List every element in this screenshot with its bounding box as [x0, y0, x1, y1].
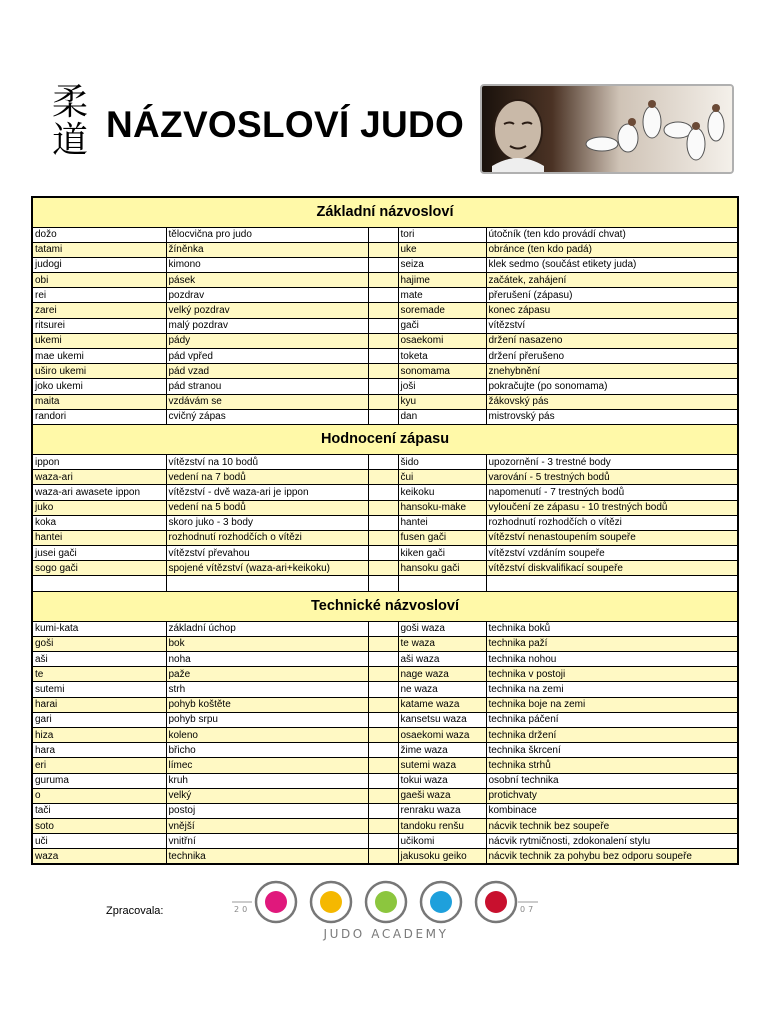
- term-cell: goši waza: [398, 621, 486, 636]
- meaning-cell: velký pozdrav: [166, 303, 368, 318]
- table-row: [32, 834, 738, 849]
- term-cell: keikoku: [398, 485, 486, 500]
- spacer-cell: [368, 743, 398, 758]
- meaning-cell: pokračujte (po sonomama): [486, 379, 738, 394]
- section-header: [32, 591, 738, 621]
- meaning-cell: technika páčení: [486, 712, 738, 727]
- judo-kanji: 柔道: [51, 82, 88, 161]
- term-cell: sutemi: [32, 682, 166, 697]
- meaning-cell: technika boje na zemi: [486, 697, 738, 712]
- term-cell: eri: [32, 758, 166, 773]
- table-row: [32, 500, 738, 515]
- meaning-cell: osobní technika: [486, 773, 738, 788]
- term-cell: tandoku renšu: [398, 819, 486, 834]
- term-cell: kiken gači: [398, 546, 486, 561]
- meaning-cell: rozhodnutí rozhodčích o vítězi: [166, 530, 368, 545]
- term-cell: soto: [32, 819, 166, 834]
- term-cell: toketa: [398, 349, 486, 364]
- terminology-table: [31, 196, 739, 865]
- term-cell: rei: [32, 288, 166, 303]
- term-cell: žime waza: [398, 743, 486, 758]
- term-cell: nage waza: [398, 667, 486, 682]
- term-cell: juko: [32, 500, 166, 515]
- meaning-cell: vítězství vzdáním soupeře: [486, 546, 738, 561]
- meaning-cell: vítězství převahou: [166, 546, 368, 561]
- table-row: [32, 530, 738, 545]
- meaning-cell: kombinace: [486, 803, 738, 818]
- meaning-cell: [486, 576, 738, 591]
- term-cell: mae ukemi: [32, 349, 166, 364]
- term-cell: waza: [32, 849, 166, 864]
- logo-year-left: 20: [234, 905, 251, 914]
- term-cell: hansoku gači: [398, 561, 486, 576]
- meaning-cell: vítězství: [486, 318, 738, 333]
- spacer-cell: [368, 697, 398, 712]
- meaning-cell: [166, 576, 368, 591]
- table-row: [32, 364, 738, 379]
- header-photo: [480, 84, 734, 174]
- term-cell: šido: [398, 454, 486, 469]
- meaning-cell: začátek, zahájení: [486, 273, 738, 288]
- table-row: [32, 349, 738, 364]
- spacer-cell: [368, 621, 398, 636]
- meaning-cell: velký: [166, 788, 368, 803]
- term-cell: guruma: [32, 773, 166, 788]
- spacer-cell: [368, 288, 398, 303]
- term-cell: seiza: [398, 257, 486, 272]
- meaning-cell: koleno: [166, 727, 368, 742]
- table-row: [32, 727, 738, 742]
- meaning-cell: pád stranou: [166, 379, 368, 394]
- term-cell: ne waza: [398, 682, 486, 697]
- table-row: [32, 803, 738, 818]
- meaning-cell: rozhodnutí rozhodčích o vítězi: [486, 515, 738, 530]
- term-cell: judogi: [32, 257, 166, 272]
- term-cell: aši waza: [398, 652, 486, 667]
- meaning-cell: skoro juko - 3 body: [166, 515, 368, 530]
- term-cell: hara: [32, 743, 166, 758]
- term-cell: obi: [32, 273, 166, 288]
- term-cell: gaeši waza: [398, 788, 486, 803]
- meaning-cell: kruh: [166, 773, 368, 788]
- meaning-cell: pohyb koštěte: [166, 697, 368, 712]
- table-row: [32, 819, 738, 834]
- judo-photo-illustration: [482, 86, 732, 172]
- table-row: [32, 470, 738, 485]
- term-cell: hajime: [398, 273, 486, 288]
- meaning-cell: technika nohou: [486, 652, 738, 667]
- term-cell: o: [32, 788, 166, 803]
- spacer-cell: [368, 394, 398, 409]
- term-cell: uči: [32, 834, 166, 849]
- term-cell: gači: [398, 318, 486, 333]
- spacer-cell: [368, 849, 398, 864]
- spacer-cell: [368, 242, 398, 257]
- meaning-cell: technika na zemi: [486, 682, 738, 697]
- meaning-cell: pád vzad: [166, 364, 368, 379]
- spacer-cell: [368, 515, 398, 530]
- term-cell: učikomi: [398, 834, 486, 849]
- table-row: [32, 712, 738, 727]
- term-cell: tokui waza: [398, 773, 486, 788]
- section-title: Základní názvosloví: [32, 197, 738, 227]
- spacer-cell: [368, 652, 398, 667]
- table-row: [32, 621, 738, 636]
- term-cell: jakusoku geiko: [398, 849, 486, 864]
- table-row: [32, 333, 738, 348]
- spacer-cell: [368, 712, 398, 727]
- meaning-cell: vnější: [166, 819, 368, 834]
- meaning-cell: technika paží: [486, 636, 738, 651]
- spacer-cell: [368, 667, 398, 682]
- meaning-cell: varování - 5 trestných bodů: [486, 470, 738, 485]
- spacer-cell: [368, 257, 398, 272]
- term-cell: waza-ari: [32, 470, 166, 485]
- meaning-cell: technika držení: [486, 727, 738, 742]
- meaning-cell: držení přerušeno: [486, 349, 738, 364]
- spacer-cell: [368, 561, 398, 576]
- meaning-cell: technika škrcení: [486, 743, 738, 758]
- term-cell: aši: [32, 652, 166, 667]
- term-cell: maita: [32, 394, 166, 409]
- term-cell: tatami: [32, 242, 166, 257]
- term-cell: ippon: [32, 454, 166, 469]
- term-cell: randori: [32, 409, 166, 424]
- term-cell: kumi-kata: [32, 621, 166, 636]
- term-cell: waza-ari awasete ippon: [32, 485, 166, 500]
- meaning-cell: napomenutí - 7 trestných bodů: [486, 485, 738, 500]
- meaning-cell: vedení na 7 bodů: [166, 470, 368, 485]
- table-row: [32, 636, 738, 651]
- spacer-cell: [368, 470, 398, 485]
- term-cell: čui: [398, 470, 486, 485]
- meaning-cell: bok: [166, 636, 368, 651]
- term-cell: [398, 576, 486, 591]
- meaning-cell: vítězství na 10 bodů: [166, 454, 368, 469]
- table-row: [32, 652, 738, 667]
- spacer-cell: [368, 333, 398, 348]
- meaning-cell: pozdrav: [166, 288, 368, 303]
- term-cell: dožo: [32, 227, 166, 242]
- meaning-cell: držení nasazeno: [486, 333, 738, 348]
- table-row: [32, 576, 738, 591]
- term-cell: [32, 576, 166, 591]
- term-cell: mate: [398, 288, 486, 303]
- table-row: [32, 303, 738, 318]
- spacer-cell: [368, 682, 398, 697]
- term-cell: kansetsu waza: [398, 712, 486, 727]
- table-row: [32, 667, 738, 682]
- spacer-cell: [368, 788, 398, 803]
- spacer-cell: [368, 349, 398, 364]
- term-cell: katame waza: [398, 697, 486, 712]
- section-header: [32, 424, 738, 454]
- spacer-cell: [368, 227, 398, 242]
- meaning-cell: žíněnka: [166, 242, 368, 257]
- term-cell: hansoku-make: [398, 500, 486, 515]
- meaning-cell: konec zápasu: [486, 303, 738, 318]
- table-row: [32, 515, 738, 530]
- spacer-cell: [368, 409, 398, 424]
- meaning-cell: žákovský pás: [486, 394, 738, 409]
- term-cell: dan: [398, 409, 486, 424]
- meaning-cell: vítězství - dvě waza-ari je ippon: [166, 485, 368, 500]
- term-cell: ritsurei: [32, 318, 166, 333]
- meaning-cell: obránce (ten kdo padá): [486, 242, 738, 257]
- table-row: [32, 485, 738, 500]
- term-cell: sutemi waza: [398, 758, 486, 773]
- term-cell: gari: [32, 712, 166, 727]
- meaning-cell: protichvaty: [486, 788, 738, 803]
- spacer-cell: [368, 803, 398, 818]
- meaning-cell: technika: [166, 849, 368, 864]
- meaning-cell: malý pozdrav: [166, 318, 368, 333]
- meaning-cell: paže: [166, 667, 368, 682]
- logo-year-right: 07: [520, 905, 537, 914]
- meaning-cell: základní úchop: [166, 621, 368, 636]
- section-title: Technické názvosloví: [32, 591, 738, 621]
- table-row: [32, 379, 738, 394]
- meaning-cell: noha: [166, 652, 368, 667]
- page-title: NÁZVOSLOVÍ JUDO: [106, 104, 465, 145]
- spacer-cell: [368, 273, 398, 288]
- term-cell: tori: [398, 227, 486, 242]
- meaning-cell: klek sedmo (součást etikety juda): [486, 257, 738, 272]
- meaning-cell: nácvik technik za pohybu bez odporu soupeře: [486, 849, 738, 864]
- meaning-cell: kimono: [166, 257, 368, 272]
- meaning-cell: pásek: [166, 273, 368, 288]
- section-title: Hodnocení zápasu: [32, 424, 738, 454]
- term-cell: goši: [32, 636, 166, 651]
- logo-text: JUDO ACADEMY: [323, 927, 449, 941]
- table-row: [32, 758, 738, 773]
- meaning-cell: vzdávám se: [166, 394, 368, 409]
- term-cell: hiza: [32, 727, 166, 742]
- term-cell: uširo ukemi: [32, 364, 166, 379]
- spacer-cell: [368, 500, 398, 515]
- meaning-cell: mistrovský pás: [486, 409, 738, 424]
- spacer-cell: [368, 546, 398, 561]
- spacer-cell: [368, 758, 398, 773]
- meaning-cell: cvičný zápas: [166, 409, 368, 424]
- spacer-cell: [368, 485, 398, 500]
- meaning-cell: strh: [166, 682, 368, 697]
- table-row: [32, 273, 738, 288]
- meaning-cell: tělocvična pro judo: [166, 227, 368, 242]
- spacer-cell: [368, 318, 398, 333]
- meaning-cell: technika strhů: [486, 758, 738, 773]
- meaning-cell: spojené vítězství (waza-ari+keikoku): [166, 561, 368, 576]
- meaning-cell: pády: [166, 333, 368, 348]
- table-row: [32, 773, 738, 788]
- spacer-cell: [368, 773, 398, 788]
- logo-ring-dot: [265, 891, 287, 913]
- table-row: [32, 454, 738, 469]
- meaning-cell: pohyb srpu: [166, 712, 368, 727]
- term-cell: ukemi: [32, 333, 166, 348]
- meaning-cell: technika v postoji: [486, 667, 738, 682]
- meaning-cell: nácvik rytmičnosti, zdokonalení stylu: [486, 834, 738, 849]
- term-cell: harai: [32, 697, 166, 712]
- spacer-cell: [368, 819, 398, 834]
- meaning-cell: upozornění - 3 trestné body: [486, 454, 738, 469]
- spacer-cell: [368, 576, 398, 591]
- table-row: [32, 788, 738, 803]
- term-cell: sonomama: [398, 364, 486, 379]
- prepared-by-label: Zpracovala:: [106, 905, 164, 917]
- table-row: [32, 546, 738, 561]
- term-cell: fusen gači: [398, 530, 486, 545]
- term-cell: kyu: [398, 394, 486, 409]
- table-row: [32, 394, 738, 409]
- logo-ring-dot: [375, 891, 397, 913]
- table-row: [32, 849, 738, 864]
- term-cell: joko ukemi: [32, 379, 166, 394]
- term-cell: zarei: [32, 303, 166, 318]
- meaning-cell: vnitřní: [166, 834, 368, 849]
- term-cell: te waza: [398, 636, 486, 651]
- term-cell: renraku waza: [398, 803, 486, 818]
- spacer-cell: [368, 364, 398, 379]
- table-row: [32, 561, 738, 576]
- meaning-cell: límec: [166, 758, 368, 773]
- meaning-cell: vítězství nenastoupením soupeře: [486, 530, 738, 545]
- term-cell: hantei: [32, 530, 166, 545]
- spacer-cell: [368, 530, 398, 545]
- term-cell: tači: [32, 803, 166, 818]
- judo-academy-logo: [232, 876, 540, 946]
- meaning-cell: vítězství diskvalifikací soupeře: [486, 561, 738, 576]
- table-row: [32, 318, 738, 333]
- term-cell: osaekomi waza: [398, 727, 486, 742]
- meaning-cell: břicho: [166, 743, 368, 758]
- section-header: [32, 197, 738, 227]
- logo-ring-dot: [485, 891, 507, 913]
- meaning-cell: znehybnění: [486, 364, 738, 379]
- meaning-cell: přerušení (zápasu): [486, 288, 738, 303]
- table-row: [32, 257, 738, 272]
- term-cell: osaekomi: [398, 333, 486, 348]
- table-row: [32, 697, 738, 712]
- term-cell: soremade: [398, 303, 486, 318]
- term-cell: te: [32, 667, 166, 682]
- spacer-cell: [368, 834, 398, 849]
- meaning-cell: vedení na 5 bodů: [166, 500, 368, 515]
- table-row: [32, 682, 738, 697]
- table-row: [32, 227, 738, 242]
- table-row: [32, 288, 738, 303]
- meaning-cell: útočník (ten kdo provádí chvat): [486, 227, 738, 242]
- meaning-cell: nácvik technik bez soupeře: [486, 819, 738, 834]
- spacer-cell: [368, 727, 398, 742]
- table-row: [32, 409, 738, 424]
- meaning-cell: postoj: [166, 803, 368, 818]
- meaning-cell: pád vpřed: [166, 349, 368, 364]
- term-cell: koka: [32, 515, 166, 530]
- term-cell: joši: [398, 379, 486, 394]
- spacer-cell: [368, 636, 398, 651]
- term-cell: sogo gači: [32, 561, 166, 576]
- spacer-cell: [368, 303, 398, 318]
- term-cell: jusei gači: [32, 546, 166, 561]
- meaning-cell: vyloučení ze zápasu - 10 trestných bodů: [486, 500, 738, 515]
- logo-ring-dot: [430, 891, 452, 913]
- spacer-cell: [368, 454, 398, 469]
- logo-ring-dot: [320, 891, 342, 913]
- term-cell: hantei: [398, 515, 486, 530]
- judo-academy-logo-graphic: [232, 876, 540, 946]
- table-row: [32, 242, 738, 257]
- meaning-cell: technika boků: [486, 621, 738, 636]
- table-row: [32, 743, 738, 758]
- spacer-cell: [368, 379, 398, 394]
- term-cell: uke: [398, 242, 486, 257]
